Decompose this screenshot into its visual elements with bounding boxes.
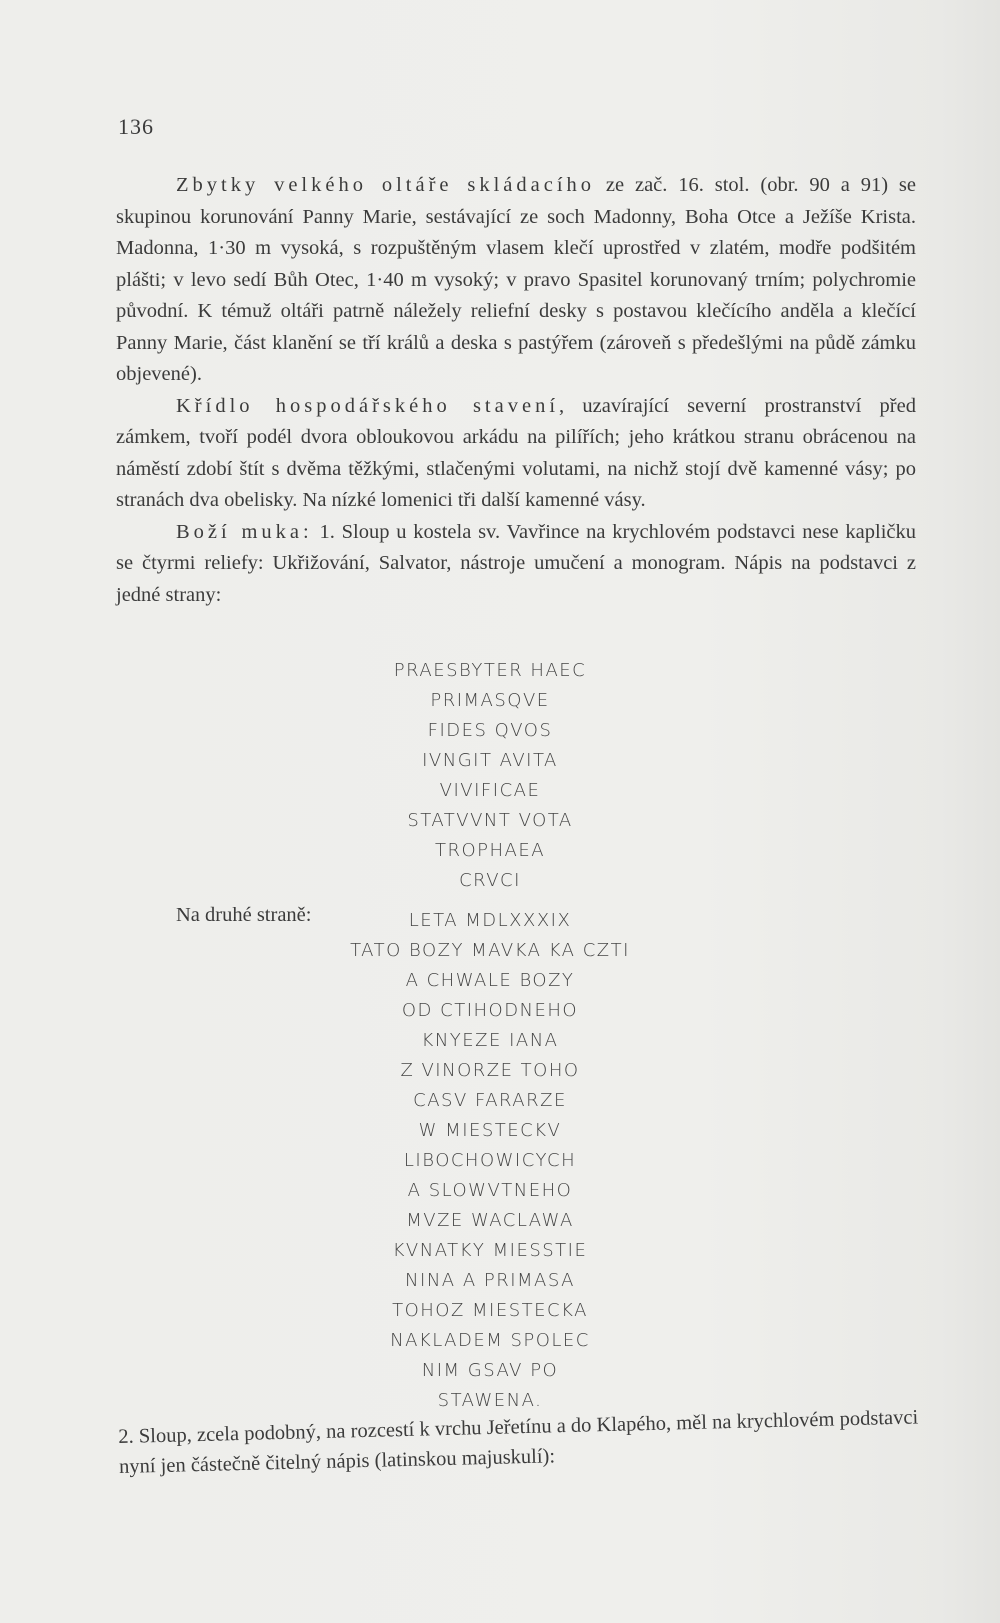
body-text — [116, 170, 916, 611]
inscription-line: NIM GSAV PO — [421, 1360, 559, 1381]
inscription-line: KNYEZE IANA — [421, 1030, 559, 1051]
inscription-line: STATVVNT VOTA — [407, 810, 573, 831]
inscription-line: A CHWALE BOZY — [405, 970, 575, 991]
inscription-line: TATO BOZY MAVKA KA CZTI — [350, 940, 630, 961]
inscription-line: STAWENA. — [437, 1390, 543, 1411]
spaced-heading: Křídlo hospodářského stavení — [176, 394, 560, 417]
inscription-line: LETA MDLXXXIX — [408, 910, 572, 931]
inscription-line: A SLOWVTNEHO — [407, 1180, 573, 1201]
inscription-line: FIDES QVOS — [427, 720, 553, 741]
inscription-line: KVNATKY MIESSTIE — [392, 1240, 588, 1261]
paragraph-text: 1. Sloup u kostela sv. Vavřince na krychlovém podstavci nese kapličku se čtyrmi reliefy: Ukřižování, Salvator, nástroje umučení a monogram. Nápis na podstavci z jedné strany: — [116, 520, 916, 606]
inscription-line: PRAESBYTER HAEC — [393, 660, 587, 681]
paragraph-text: ze zač. 16. stol. (obr. 90 a 91) se skupinou korunování Panny Marie, sestávající ze soch Madonny, Boha Otce a Ježíše Krista. Madonna, 1·30 m vysoká, s rozpuštěným vlasem klečí uprostřed v zlatém, modře podšitém plášti; v levo sedí Bůh Otec, 1·40 m vysoký; v pravo Spasitel korunovaný trním; polychromie původní. K témuž oltáři patrně náležely reliefní desky s postavou klečícího anděla a klečící Panny Marie, část klanění se tří králů a deska s pastýřem (zároveň s předešlými na půdě zámku objevené). — [116, 174, 916, 385]
inscription-line: CRVCI — [459, 870, 521, 891]
inscription-line: OD CTIHODNEHO — [401, 1000, 579, 1021]
side-two-label: Na druhé straně: — [176, 904, 312, 926]
inscription-line: PRIMASQVE — [430, 690, 550, 711]
inscription-line: IVNGIT AVITA — [422, 750, 558, 771]
inscription-line: MVZE WACLAWA — [406, 1210, 574, 1231]
inscription-line: LIBOCHOWICYCH — [403, 1150, 577, 1171]
inscription-line: TOHOZ MIESTECKA — [392, 1300, 588, 1321]
inscription-line: NAKLADEM SPOLEC — [390, 1330, 590, 1351]
inscription-line: W MIESTECKV — [418, 1120, 562, 1141]
paragraph-farm-wing — [116, 391, 916, 517]
bottom-paragraph — [118, 1402, 919, 1482]
spaced-heading: Boží muka: — [176, 520, 313, 543]
paragraph-text: , uzavírající severní prostranství před zámkem, tvoří podél dvora obloukovou arkádu na pilířích; jeho krátkou stranu obrácenou na náměstí zdobí štít s dvěma těžkými, stlačenými volutami, na nichž stojí dvě kamenné vásy; po stranách dva obelisky. Na nízké lomenici tři další kamenné vásy. — [116, 394, 916, 511]
spaced-heading: Zbytky velkého oltáře skládacího — [176, 174, 596, 196]
paragraph-text: 2. Sloup, zcela podobný, na rozcestí k vrchu Jeřetínu a do Klapého, měl na krychlovém podstavci nyní jen částečně čitelný nápis (latinskou majuskulí): — [118, 1406, 919, 1478]
paragraph-wayside-shrines — [116, 517, 916, 612]
inscription-line: VIVIFICAE — [439, 780, 541, 801]
paragraph-altar — [116, 170, 916, 391]
inscription-line: TROPHAEA — [434, 840, 546, 861]
inscription-line: CASV FARARZE — [413, 1090, 567, 1111]
page-number: 136 — [118, 114, 154, 139]
inscription-line: Z VINORZE TOHO — [400, 1060, 580, 1081]
inscription-line: NINA A PRIMASA — [405, 1270, 575, 1291]
